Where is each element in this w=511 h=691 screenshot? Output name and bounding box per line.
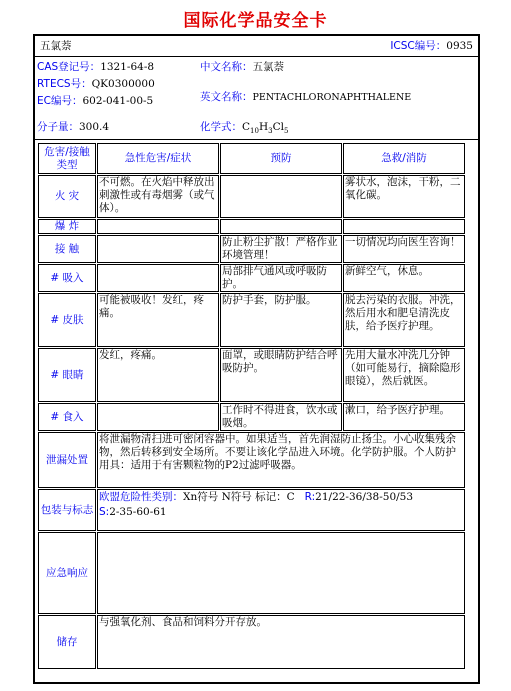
- acute-cell: [97, 403, 219, 431]
- cn-name-value: 五氯萘: [252, 61, 284, 73]
- storage-text: 与强氧化剂、食品和饲料分开存放。: [97, 615, 465, 669]
- card-title: 国际化学品安全卡: [183, 11, 328, 31]
- ec-label: EC编号：: [37, 95, 83, 107]
- firstaid-cell: 雾状水，泡沫，干粉，二氧化碳。: [343, 175, 465, 218]
- r-phrase-label: R:: [304, 491, 316, 503]
- r-phrase-value: 21/22-36/38-50/53: [315, 491, 414, 503]
- divider: [35, 56, 478, 57]
- prevention-cell: 局部排气通风或呼吸防护。: [220, 264, 342, 292]
- icsc-value: 0935: [446, 40, 473, 52]
- row-label: 接 触: [38, 235, 96, 263]
- spill-row: [38, 432, 465, 488]
- table-row: [38, 293, 465, 347]
- packaging-cell: [97, 489, 465, 531]
- chemical-name: 五氯萘: [40, 40, 72, 52]
- en-name-value: PENTACHLORONAPHTHALENE: [252, 92, 412, 103]
- chemical-formula: [200, 120, 288, 138]
- table-row: [38, 403, 465, 431]
- prevention-cell: 防护手套，防护服。: [220, 293, 342, 347]
- acute-cell: 不可燃。在火焰中释放出刺激性或有毒烟雾（或气体）。: [97, 175, 219, 218]
- cn-name: [200, 60, 284, 74]
- prevention-cell: 工作时不得进食，饮水或吸烟。: [220, 403, 342, 431]
- prevention-cell: 面罩，或眼睛防护结合呼吸防护。: [220, 348, 342, 402]
- mw-label: 分子量：: [37, 121, 79, 133]
- firstaid-cell: 脱去污染的衣服。冲洗，然后用水和肥皂清洗皮肤，给予医疗护理。: [343, 293, 465, 347]
- spill-text: 将泄漏物清扫进可密闭容器中。如果适当，首先润湿防止扬尘。小心收集残余物，然后转移到安全场所。不要让该化学品进入环境。化学防护服。个人防护用具：适用于有害颗粒物的P2过滤呼吸器。: [97, 432, 465, 488]
- storage-row: [38, 615, 465, 669]
- acute-cell: 发红，疼痛。: [97, 348, 219, 402]
- icsc-label: ICSC编号：: [390, 40, 447, 52]
- formula-h-count: 3: [268, 127, 273, 135]
- ec-number: [37, 94, 153, 108]
- formula-c-count: 10: [250, 127, 259, 135]
- table-header-row: [38, 143, 465, 174]
- cas-label: CAS登记号：: [37, 61, 101, 73]
- prevention-cell: 防止粉尘扩散！严格作业环境管理！: [220, 235, 342, 263]
- eu-class-value: Xn符号 N符号 标记：C: [183, 491, 295, 503]
- rtecs-label: RTECS号：: [37, 78, 92, 90]
- emergency-text: [97, 532, 465, 614]
- table-row: [38, 175, 465, 218]
- cas-number: [37, 60, 154, 74]
- en-name: [200, 90, 411, 105]
- hazard-table: [37, 142, 466, 670]
- header-firstaid: 急救/消防: [343, 143, 465, 174]
- safety-card: [33, 34, 480, 684]
- firstaid-cell: 一切情况均向医生咨询！: [343, 235, 465, 263]
- packaging-label: 包装与标志: [38, 489, 96, 531]
- table-row: [38, 264, 465, 292]
- acute-cell: [97, 219, 219, 234]
- spill-label: 泄漏处置: [38, 432, 96, 488]
- formula-label: 化学式：: [200, 121, 242, 133]
- header-prevention: 预防: [220, 143, 342, 174]
- storage-label: 储存: [38, 615, 96, 669]
- molecular-weight: [37, 120, 109, 134]
- table-row: [38, 235, 465, 263]
- divider: [35, 139, 478, 140]
- header-acute: 急性危害/症状: [97, 143, 219, 174]
- firstaid-cell: 新鲜空气，休息。: [343, 264, 465, 292]
- mw-value: 300.4: [79, 121, 110, 133]
- table-row: [38, 348, 465, 402]
- s-phrase-label: S:: [99, 506, 110, 518]
- row-label: # 皮肤: [38, 293, 96, 347]
- firstaid-cell: 漱口，给予医疗护理。: [343, 403, 465, 431]
- icsc-number: [390, 39, 473, 53]
- row-label: # 食入: [38, 403, 96, 431]
- header-type: 危害/接触类型: [38, 143, 96, 174]
- rtecs-number: [37, 77, 155, 91]
- en-name-label: 英文名称：: [200, 91, 253, 103]
- table-row: [38, 219, 465, 234]
- rtecs-value: QK0300000: [91, 78, 155, 90]
- ec-value: 602-041-00-5: [82, 95, 154, 107]
- formula-cl-count: 5: [284, 127, 289, 135]
- row-label: 火 灾: [38, 175, 96, 218]
- formula-h: H: [258, 121, 269, 133]
- emergency-row: [38, 532, 465, 614]
- emergency-label: 应急响应: [38, 532, 96, 614]
- eu-class-label: 欧盟危险性类别：: [99, 491, 183, 503]
- firstaid-cell: 先用大量水冲洗几分钟（如可能易行，摘除隐形眼镜），然后就医。: [343, 348, 465, 402]
- s-phrase-value: 2-35-60-61: [109, 506, 167, 518]
- formula-c: C: [242, 121, 251, 133]
- firstaid-cell: [343, 219, 465, 234]
- acute-cell: [97, 264, 219, 292]
- formula-cl: Cl: [272, 121, 285, 133]
- acute-cell: [97, 235, 219, 263]
- prevention-cell: [220, 219, 342, 234]
- row-label: 爆 炸: [38, 219, 96, 234]
- acute-cell: 可能被吸收！发红，疼痛。: [97, 293, 219, 347]
- row-label: # 眼睛: [38, 348, 96, 402]
- prevention-cell: [220, 175, 342, 218]
- row-label: # 吸入: [38, 264, 96, 292]
- packaging-row: [38, 489, 465, 531]
- cas-value: 1321-64-8: [100, 61, 155, 73]
- cn-name-label: 中文名称：: [200, 61, 253, 73]
